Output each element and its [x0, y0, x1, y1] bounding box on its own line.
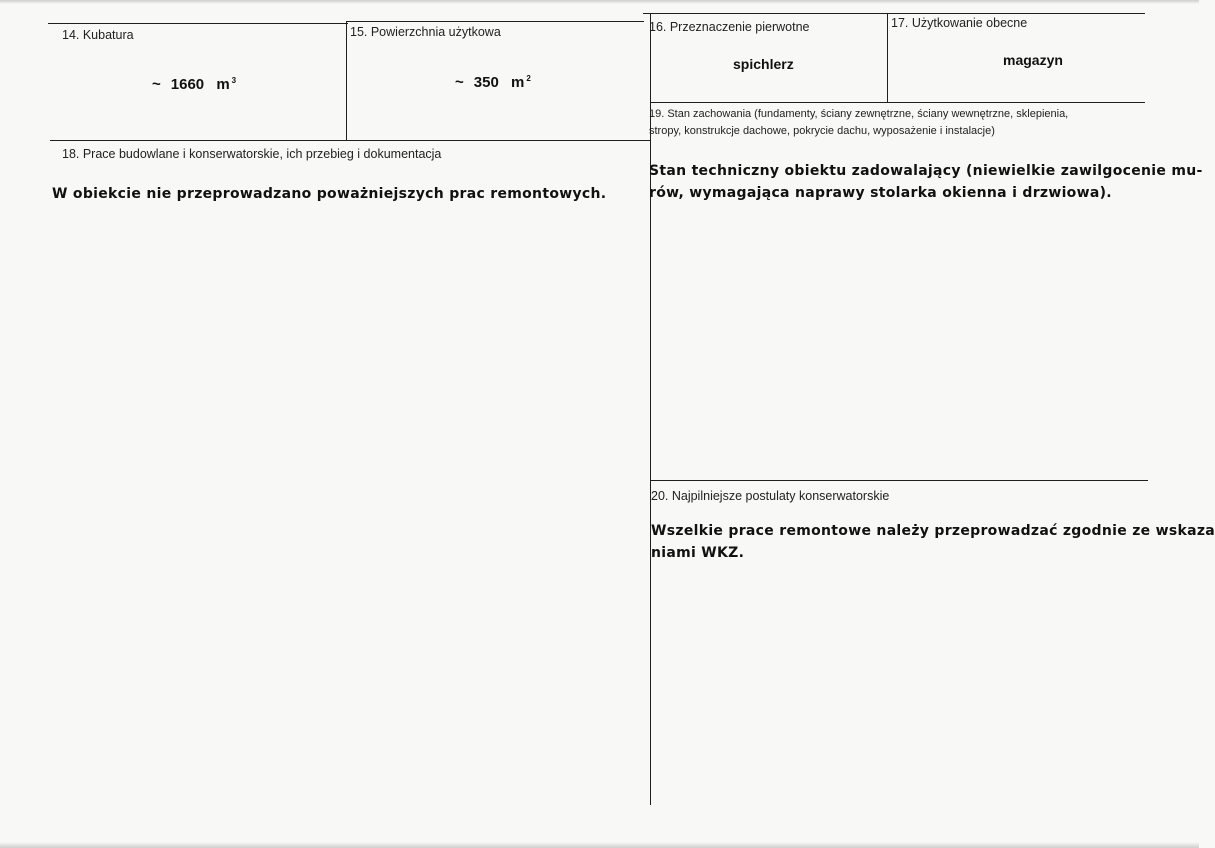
uzytkowanie-label: 17. Użytkowanie obecne [891, 16, 1028, 30]
stan-text-line1: Stan techniczny obiektu zadowalający (niewielkie zawilgocenie mu- [649, 163, 1203, 179]
powierzchnia-value [455, 74, 531, 91]
rule-under-16-17 [650, 102, 1145, 103]
kubatura-number: 1660 [170, 76, 205, 93]
paper-top-edge [0, 0, 1199, 4]
kubatura-label: 14. Kubatura [62, 28, 134, 42]
postulaty-text-line2: niami WKZ. [651, 545, 745, 561]
powierzchnia-label: 15. Powierzchnia użytkowa [350, 25, 501, 39]
paper-bottom-edge [0, 842, 1199, 848]
top-rule-right [643, 13, 1145, 14]
kubatura-unit: m [216, 76, 230, 93]
powierzchnia-number: 350 [473, 74, 499, 91]
postulaty-text-line1: Wszelkie prace remontowe należy przeprowadzać zgodnie ze wskaza [651, 523, 1215, 539]
kubatura-exponent: 3 [231, 76, 237, 85]
postulaty-label: 20. Najpilniejsze postulaty konserwatorskie [651, 489, 890, 503]
prace-label: 18. Prace budowlane i konserwatorskie, ich przebieg i dokumentacja [62, 147, 442, 161]
powierzchnia-approx: ~ [455, 74, 464, 91]
przeznaczenie-label: 16. Przeznaczenie pierwotne [649, 20, 810, 34]
stan-text [649, 160, 1203, 204]
stan-text-line2: rów, wymagająca naprawy stolarka okienna i drzwiowa). [649, 185, 1112, 201]
prace-text: W obiekcie nie przeprowadzano poważniejszych prac remontowych. [52, 186, 607, 202]
stan-label [649, 106, 1144, 140]
postulaty-text [651, 520, 1215, 564]
divider-14-15 [346, 21, 347, 141]
top-rule-middle [346, 21, 644, 22]
stan-label-line2: stropy, konstrukcje dachowe, pokrycie dachu, wyposażenie i instalacje) [649, 125, 995, 137]
kubatura-value [152, 76, 236, 93]
rule-above-20 [650, 480, 1148, 481]
top-rule-left [48, 23, 348, 24]
stan-label-line1: 19. Stan zachowania (fundamenty, ściany zewnętrzne, ściany wewnętrzne, sklepienia, [649, 108, 1069, 120]
kubatura-approx: ~ [152, 76, 161, 93]
rule-under-14-15 [50, 140, 650, 141]
uzytkowanie-value: magazyn [1003, 52, 1063, 68]
przeznaczenie-value: spichlerz [733, 56, 794, 72]
powierzchnia-unit: m [510, 74, 525, 91]
powierzchnia-exponent: 2 [526, 74, 531, 83]
divider-16-17 [887, 13, 888, 102]
